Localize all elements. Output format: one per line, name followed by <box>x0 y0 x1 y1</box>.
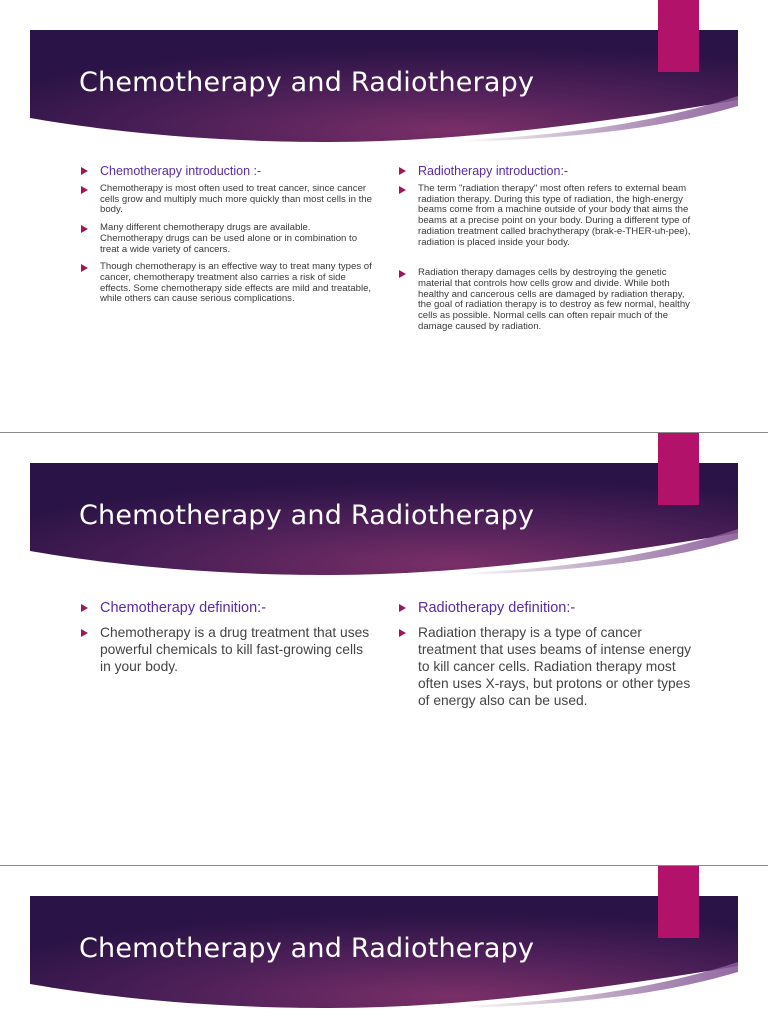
list-item: The term "radiation therapy" most often refers to external beam radiation therapy. During this type of radiation, the high-energy beams come from a machine outside of your body that aims the beams at a precise point on your body. During a different type of radiation treatment called brachytherapy (brak-e-THER-uh-pee), radiation is placed inside your body. <box>398 184 694 248</box>
slide-3 <box>0 866 768 1024</box>
list-item: Though chemotherapy is an effective way to treat many types of cancer, chemotherapy treatment also carries a risk of side effects. Some chemotherapy side effects are mild and treatable, while others can cause serious complications. <box>80 262 372 305</box>
accent-tab <box>658 0 699 72</box>
slide-title: Chemotherapy and Radiotherapy <box>79 67 535 98</box>
radiotherapy-heading: Radiotherapy definition:- <box>398 598 694 618</box>
list-item: Radiation therapy is a type of cancer treatment that uses beams of intense energy to kill cancer cells. Radiation therapy most often uses X-rays, but protons or other types of energy also can be used. <box>398 624 694 709</box>
radiotherapy-column <box>398 598 694 709</box>
radiotherapy-column <box>398 162 694 339</box>
list-item: Radiation therapy damages cells by destroying the genetic material that controls how cells grow and divide. While both healthy and cancerous cells are damaged by radiation therapy, the goal of radiation therapy is to destroy as few normal, healthy cells as possible. Normal cells can often repair much of the damage caused by radiation. <box>398 268 694 332</box>
chemotherapy-column <box>80 162 372 312</box>
bullet-icon <box>81 264 88 272</box>
bullet-icon <box>81 186 88 194</box>
radiotherapy-heading: Radiotherapy introduction:- <box>398 162 694 180</box>
bullet-icon <box>399 167 406 175</box>
bullet-icon <box>399 629 406 637</box>
bullet-icon <box>399 604 406 612</box>
slide-title: Chemotherapy and Radiotherapy <box>79 933 535 964</box>
bullet-icon <box>81 225 88 233</box>
bullet-icon <box>81 604 88 612</box>
bullet-icon <box>81 629 88 637</box>
slide-title: Chemotherapy and Radiotherapy <box>79 500 535 531</box>
slide-2 <box>0 433 768 865</box>
chemotherapy-heading: Chemotherapy introduction :- <box>80 162 372 180</box>
list-item: Chemotherapy is a drug treatment that uses powerful chemicals to kill fast-growing cells in your body. <box>80 624 372 675</box>
bullet-icon <box>399 186 406 194</box>
bullet-icon <box>81 167 88 175</box>
list-item: Many different chemotherapy drugs are available. Chemotherapy drugs can be used alone or in combination to treat a wide variety of cancers. <box>80 223 372 255</box>
chemotherapy-column <box>80 598 372 675</box>
bullet-icon <box>399 270 406 278</box>
slide-1 <box>0 0 768 432</box>
accent-tab <box>658 433 699 505</box>
list-item: Chemotherapy is most often used to treat cancer, since cancer cells grow and multiply much more quickly than most cells in the body. <box>80 184 372 216</box>
accent-tab <box>658 866 699 938</box>
chemotherapy-heading: Chemotherapy definition:- <box>80 598 372 618</box>
